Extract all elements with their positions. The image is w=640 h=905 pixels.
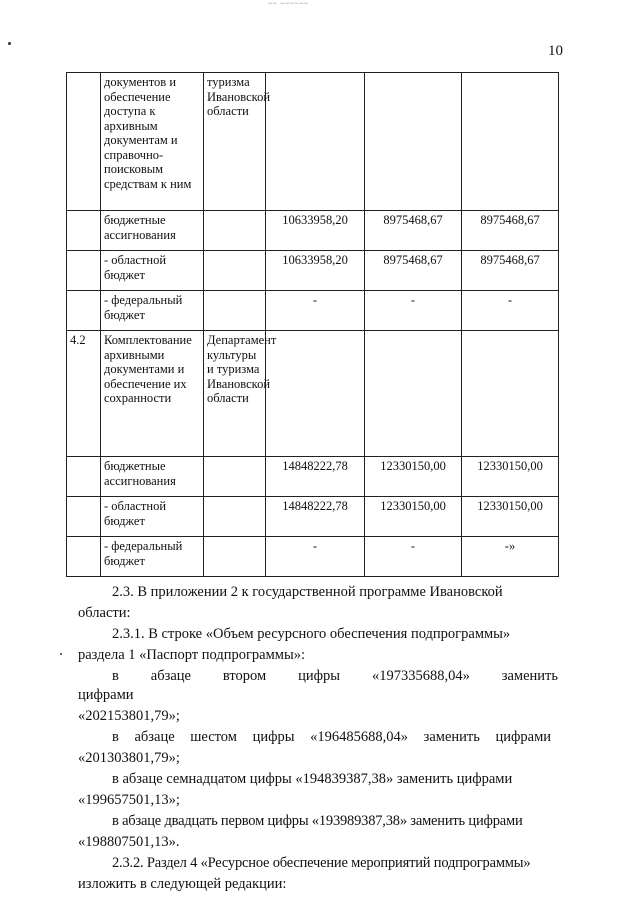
value-year1-cell (266, 331, 365, 457)
paragraph-abzac-6: в абзаце шестом цифры «196485688,04» заменить цифрами (112, 729, 552, 745)
value-year1-cell: 10633958,20 (266, 251, 365, 291)
value-year1-cell: - (266, 291, 365, 331)
value-year2-cell: - (365, 537, 462, 577)
table-row (67, 211, 559, 251)
executor-cell: Департамент культуры и туризма Ивановской области (204, 331, 266, 457)
budget-table (66, 72, 559, 577)
value-year3-cell: 12330150,00 (462, 497, 559, 537)
value-year1-cell: 14848222,78 (266, 497, 365, 537)
table-row (67, 457, 559, 497)
body-text (78, 583, 558, 896)
row-number-cell (67, 497, 101, 537)
table-row (67, 537, 559, 577)
measure-name-cell: - областной бюджет (101, 497, 204, 537)
executor-cell (204, 251, 266, 291)
row-number-cell (67, 291, 101, 331)
scan-speck (8, 42, 11, 45)
value-year1-cell: 10633958,20 (266, 211, 365, 251)
measure-name-cell: - областной бюджет (101, 251, 204, 291)
value-year2-cell (365, 331, 462, 457)
value-year3-cell: -» (462, 537, 559, 577)
value-year3-cell: 8975468,67 (462, 211, 559, 251)
value-year3-cell: - (462, 291, 559, 331)
paragraph-abzac-21-cont: «198807501,13». (78, 834, 180, 850)
value-year2-cell: 8975468,67 (365, 251, 462, 291)
paragraph-2-3-1: 2.3.1. В строке «Объем ресурсного обеспечения подпрограммы» (112, 626, 511, 642)
table-row (67, 497, 559, 537)
measure-name-cell: Комплектование архивными документами и обеспечение их сохранности (101, 331, 204, 457)
header-mark: ~~ ~~~~~~ (268, 0, 310, 8)
value-year2-cell: 8975468,67 (365, 211, 462, 251)
measure-name-cell: - федеральный бюджет (101, 537, 204, 577)
paragraph-2-3-2: 2.3.2. Раздел 4 «Ресурсное обеспечение мероприятий подпрограммы» (112, 855, 531, 871)
row-number-cell (67, 251, 101, 291)
value-year1-cell: 14848222,78 (266, 457, 365, 497)
value-year2-cell (365, 73, 462, 211)
paragraph-2-3-2-cont: изложить в следующей редакции: (78, 876, 287, 892)
measure-name-cell: документов и обеспечение доступа к архивным документам и справочно-поисковым средствам к ним (101, 73, 204, 211)
executor-cell (204, 211, 266, 251)
value-year2-cell: 12330150,00 (365, 457, 462, 497)
paragraph-abzac-17: в абзаце семнадцатом цифры «194839387,38» заменить цифрами (112, 771, 513, 787)
paragraph-abzac-2: в абзаце втором цифры «197335688,04» заменить цифрами (78, 668, 558, 703)
row-number-cell (67, 73, 101, 211)
value-year3-cell (462, 331, 559, 457)
value-year1-cell (266, 73, 365, 211)
value-year2-cell: - (365, 291, 462, 331)
paragraph-2-3 (78, 583, 558, 602)
page-number: 10 (548, 43, 563, 59)
measure-name-cell: бюджетные ассигнования (101, 211, 204, 251)
table-row (67, 73, 559, 211)
value-year3-cell (462, 73, 559, 211)
table-row (67, 251, 559, 291)
executor-cell (204, 497, 266, 537)
row-number-cell (67, 537, 101, 577)
executor-cell (204, 537, 266, 577)
table-row (67, 291, 559, 331)
executor-cell: туризма Ивановской области (204, 73, 266, 211)
value-year2-cell: 12330150,00 (365, 497, 462, 537)
value-year1-cell: - (266, 537, 365, 577)
scan-speck (60, 653, 62, 655)
value-year3-cell: 8975468,67 (462, 251, 559, 291)
paragraph-abzac-17-cont: «199657501,13»; (78, 792, 180, 808)
value-year3-cell: 12330150,00 (462, 457, 559, 497)
paragraph-abzac-2-cont: «202153801,79»; (78, 708, 180, 724)
executor-cell (204, 291, 266, 331)
measure-name-cell: - федеральный бюджет (101, 291, 204, 331)
paragraph-2-3-cont: области: (78, 605, 131, 621)
row-number-cell: 4.2 (67, 331, 101, 457)
paragraph-2-3-1-cont: раздела 1 «Паспорт подпрограммы»: (78, 647, 305, 663)
paragraph-abzac-6-cont: «201303801,79»; (78, 750, 180, 766)
measure-name-cell: бюджетные ассигнования (101, 457, 204, 497)
paragraph-abzac-21: в абзаце двадцать первом цифры «193989387,38» заменить цифрами (112, 813, 523, 829)
row-number-cell (67, 457, 101, 497)
executor-cell (204, 457, 266, 497)
para-text: 2.3. В приложении 2 к государственной программе Ивановской (112, 584, 503, 600)
row-number-cell (67, 211, 101, 251)
table-row (67, 331, 559, 457)
